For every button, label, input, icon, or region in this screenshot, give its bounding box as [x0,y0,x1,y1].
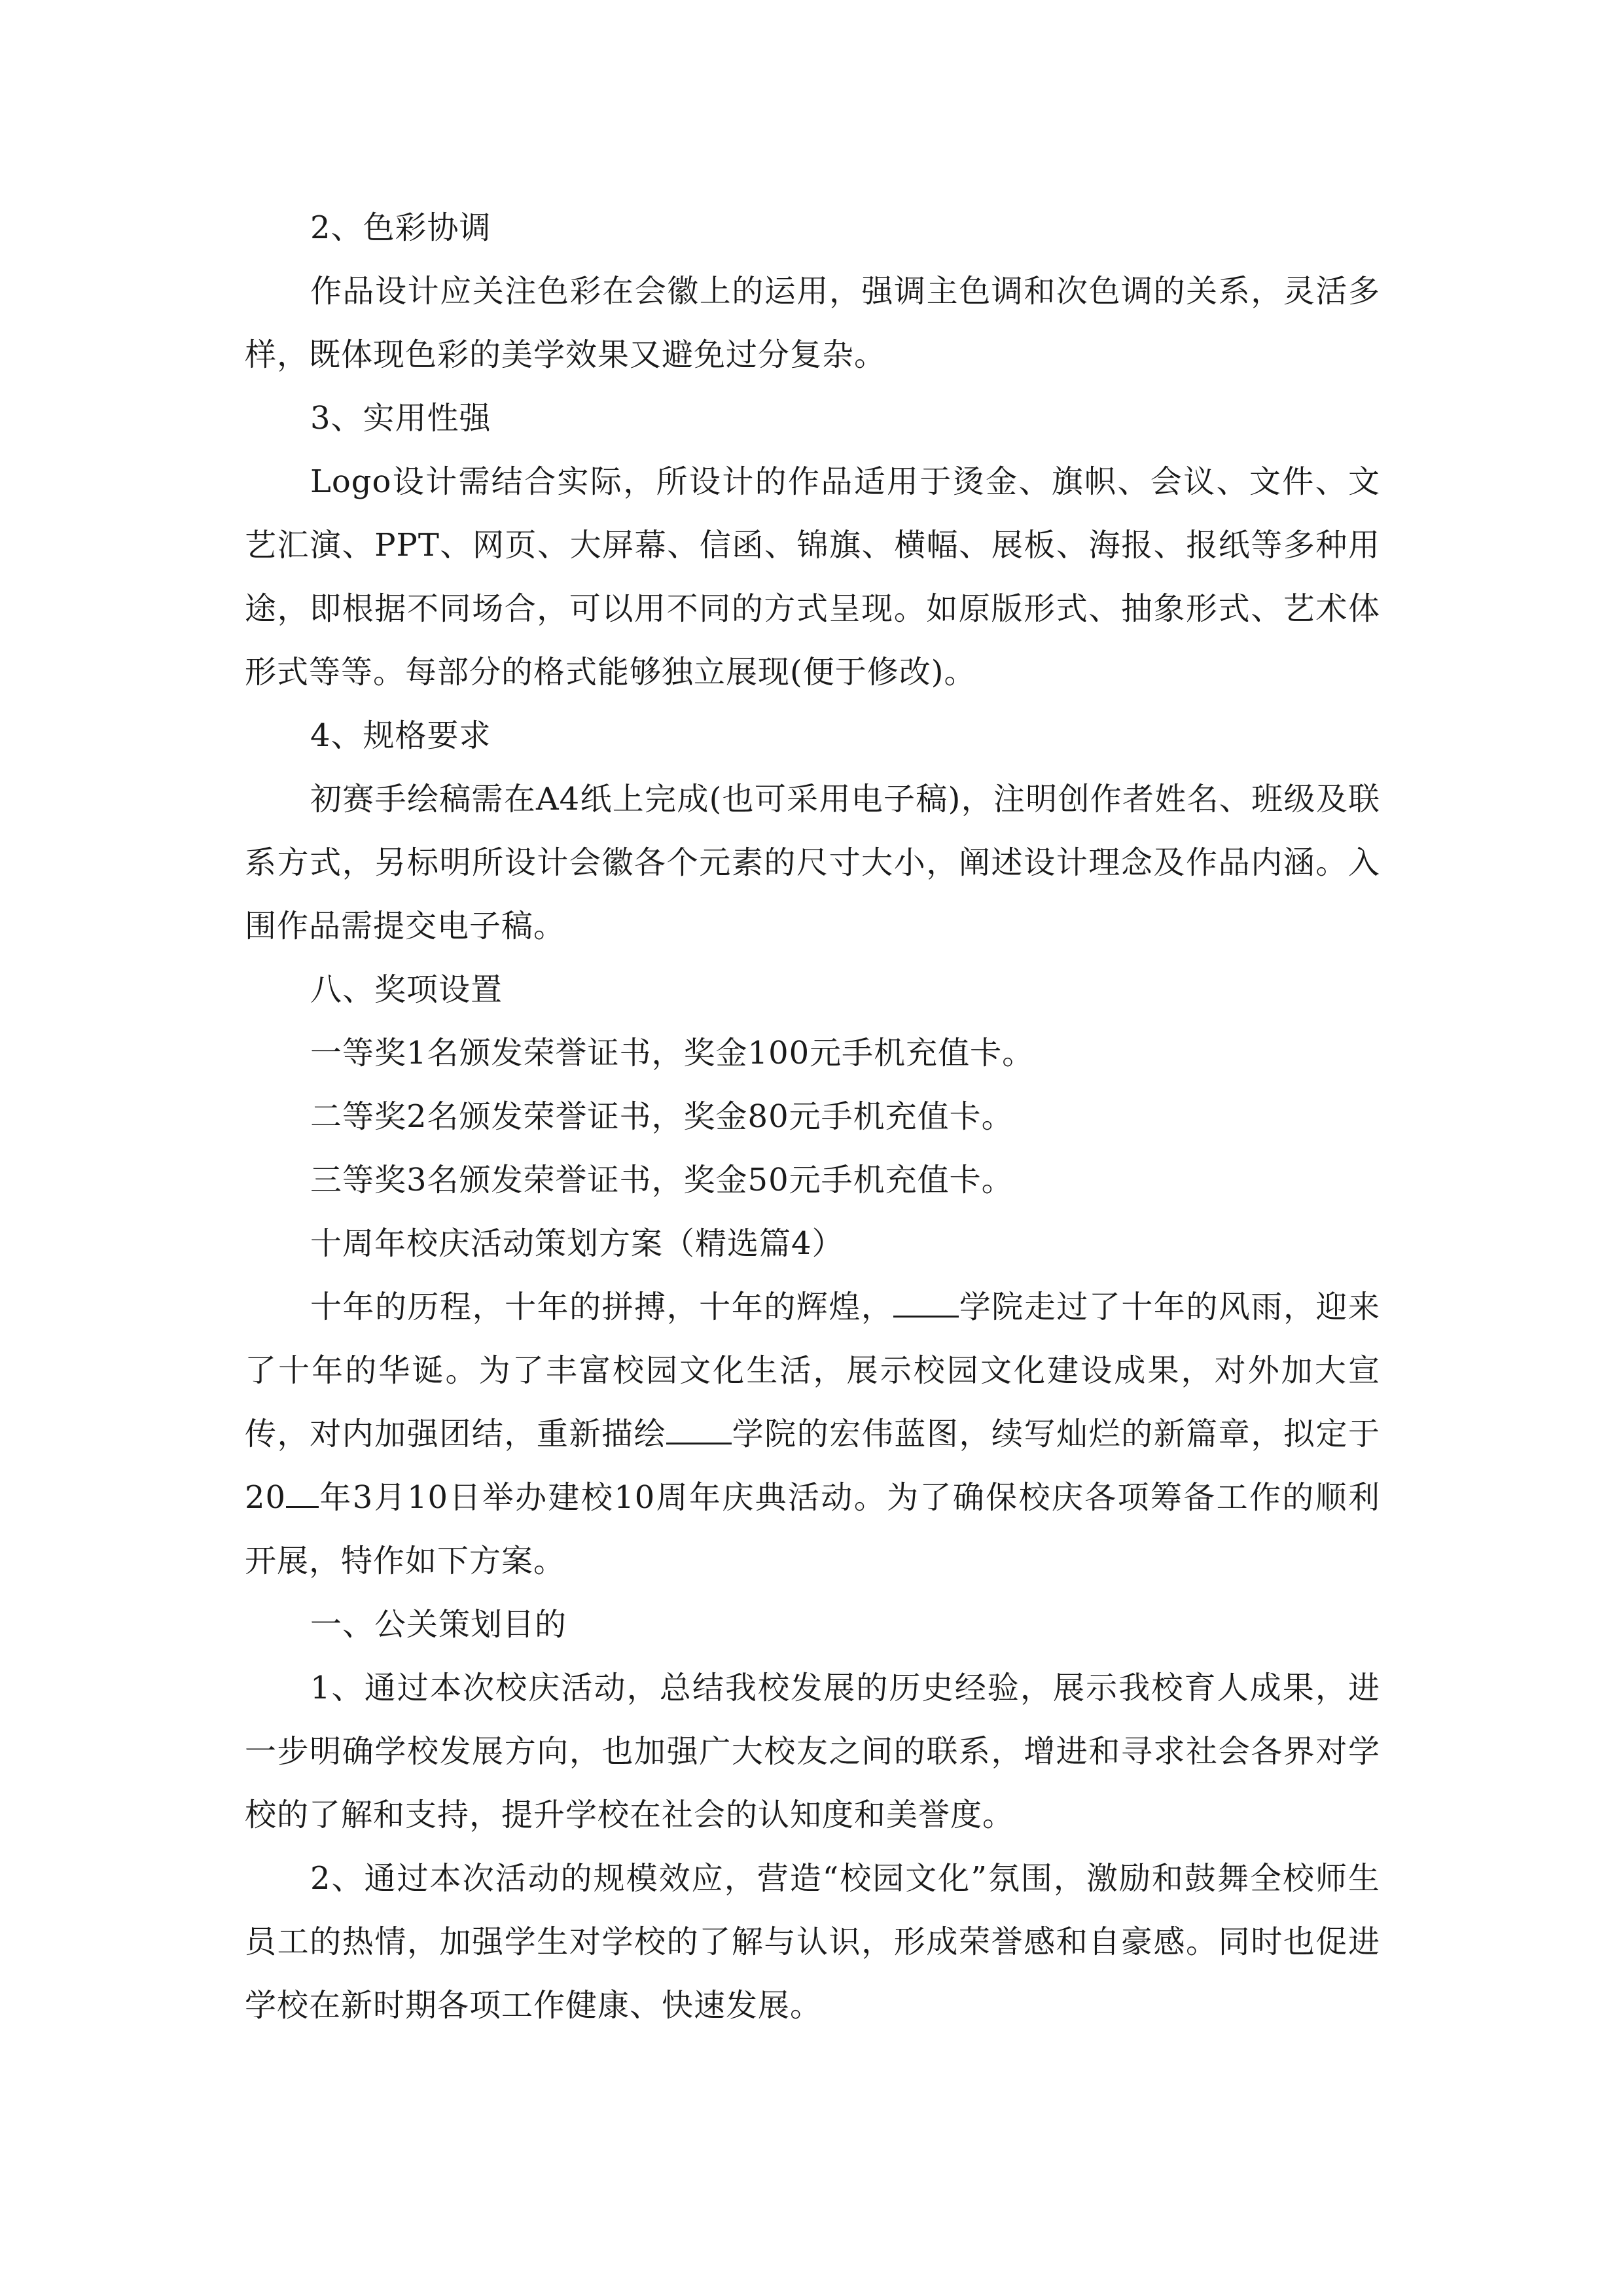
paragraph-draft-requirements: 初赛手绘稿需在A4纸上完成(也可采用电子稿)，注明创作者姓名、班级及联系方式，另标明所设计会徽各个元素的尺寸大小，阐述设计理念及作品内涵。入围作品需提交电子稿。 [245,781,1380,944]
paragraph-purpose-1: 1、通过本次校庆活动，总结我校发展的历史经验，展示我校育人成果，进一步明确学校发展方向，也加强广大校友之间的联系，增进和寻求社会各界对学校的了解和支持，提升学校在社会的认知度和美誉度。 [245,1670,1380,1833]
intro-text-part-3: 学院的宏伟蓝图，续写灿烂的新篇章，拟定于20 [245,1416,1380,1516]
heading-practicality: 3、实用性强 [310,400,491,437]
heading-awards: 八、奖项设置 [310,971,503,1008]
heading-pr-purpose: 一、公关策划目的 [310,1606,567,1643]
award-third-prize: 三等奖3名颁发荣誉证书，奖金50元手机充值卡。 [310,1162,1014,1198]
fill-blank [893,1289,959,1318]
intro-text-part-1: 十年的历程，十年的拼搏，十年的辉煌， [310,1289,894,1325]
award-second-prize: 二等奖2名颁发荣誉证书，奖金80元手机充值卡。 [310,1098,1014,1135]
paragraph-anniversary-intro [245,1276,1380,1593]
paragraph-purpose-2: 2、通过本次活动的规模效应，营造“校园文化”氛围，激励和鼓舞全校师生员工的热情，加强学生对学校的了解与认识，形成荣誉感和自豪感。同时也促进学校在新时期各项工作健康、快速发展。 [245,1860,1380,2024]
intro-text-part-2: 学院走过了十年的风雨，迎来了十年的华诞。为了丰富校园文化生活，展示校园文化建设成果，对外加大宣传，对内加强团结，重新描绘 [245,1289,1380,1452]
intro-text-part-4: 年3月10日举办建校10周年庆典活动。为了确保校庆各项筹备工作的顺利开展，特作如下方案。 [245,1479,1380,1579]
fill-blank [286,1480,319,1508]
heading-spec-requirements: 4、规格要求 [310,717,491,754]
paragraph-logo-usage: Logo设计需结合实际，所设计的作品适用于烫金、旗帜、会议、文件、文艺汇演、PPT、网页、大屏幕、信函、锦旗、横幅、展板、海报、报纸等多种用途，即根据不同场合，可以用不同的方式呈现。如原版形式、抽象形式、艺术体形式等等。每部分的格式能够独立展现(便于修改)。 [245,463,1380,691]
fill-blank [666,1416,732,1444]
award-first-prize: 一等奖1名颁发荣誉证书，奖金100元手机充值卡。 [310,1035,1035,1071]
paragraph-color-usage: 作品设计应关注色彩在会徽上的运用，强调主色调和次色调的关系，灵活多样，既体现色彩的美学效果又避免过分复杂。 [245,273,1380,373]
section-title-plan-4: 十周年校庆活动策划方案（精选篇4） [310,1225,844,1262]
heading-color-coordination: 2、色彩协调 [310,209,491,246]
document-body [245,196,1380,2037]
